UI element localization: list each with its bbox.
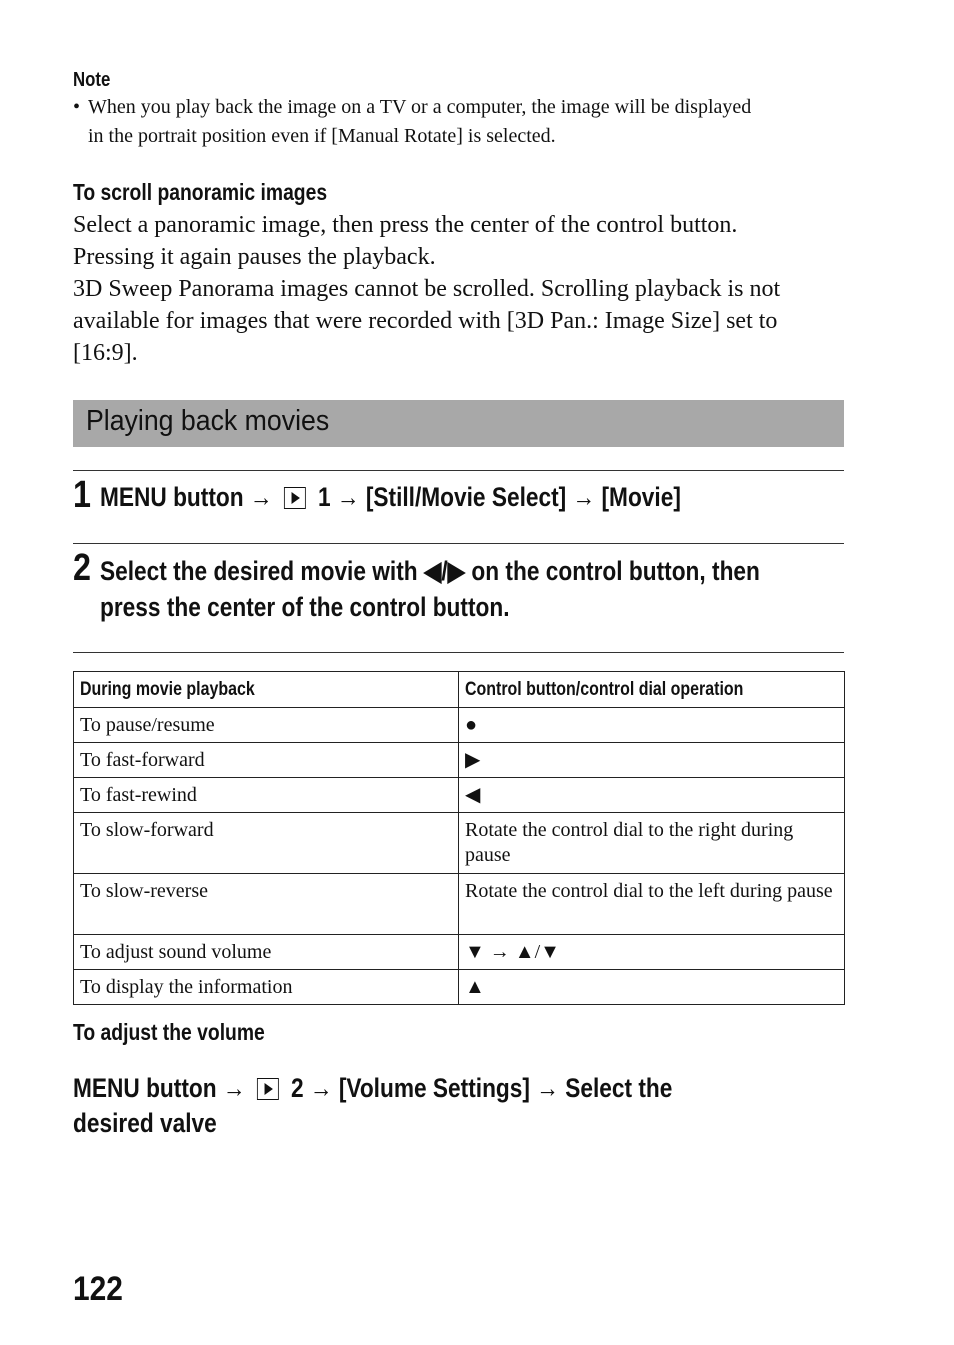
table-row bbox=[74, 813, 845, 874]
table-row bbox=[74, 874, 845, 935]
table-cell-operation: ▶ bbox=[459, 743, 845, 778]
table-cell-operation: ▼ → ▲/▼ bbox=[459, 935, 845, 970]
table-cell-action: To slow-reverse bbox=[74, 874, 459, 935]
table-row bbox=[74, 970, 845, 1005]
divider bbox=[73, 543, 844, 544]
table-cell-action: To fast-forward bbox=[74, 743, 459, 778]
scroll-line-3: 3D Sweep Panorama images cannot be scrolled. Scrolling playback is not bbox=[73, 276, 781, 302]
table-cell-action: To pause/resume bbox=[74, 708, 459, 743]
table-cell-action: To slow-forward bbox=[74, 813, 459, 874]
scroll-line-1: Select a panoramic image, then press the center of the control button. bbox=[73, 212, 738, 238]
table-header: Control button/control dial operation bbox=[459, 672, 845, 708]
divider bbox=[73, 652, 844, 653]
playback-icon bbox=[257, 1078, 279, 1100]
table-cell-operation: ▲ bbox=[459, 970, 845, 1005]
step-2-number: 2 bbox=[73, 547, 91, 589]
volume-line-2: desired valve bbox=[73, 1108, 217, 1138]
step-1-part-a: MENU button → bbox=[100, 482, 273, 512]
step-1-part-b: 1 → [Still/Movie Select] → [Movie] bbox=[317, 482, 681, 512]
note-bullet: • bbox=[73, 96, 81, 118]
table-cell-operation: ● bbox=[459, 708, 845, 743]
table-cell-operation: Rotate the control dial to the left during pause bbox=[459, 874, 845, 935]
volume-heading: To adjust the volume bbox=[73, 1019, 265, 1045]
volume-part-b: 2 → [Volume Settings] → Select the bbox=[290, 1073, 673, 1103]
note-heading: Note bbox=[73, 69, 111, 91]
scroll-line-5: [16:9]. bbox=[73, 340, 138, 366]
section-bar bbox=[73, 400, 844, 447]
table-row bbox=[74, 708, 845, 743]
note-line-1: When you play back the image on a TV or a computer, the image will be displayed bbox=[88, 96, 752, 118]
step-2-line-1: Select the desired movie with ◀/▶ on the control button, then bbox=[100, 556, 760, 586]
volume-instruction bbox=[73, 1073, 672, 1104]
table-cell-action: To adjust sound volume bbox=[74, 935, 459, 970]
table-row bbox=[74, 935, 845, 970]
note-line-2: in the portrait position even if [Manual Rotate] is selected. bbox=[88, 125, 556, 147]
section-title: Playing back movies bbox=[86, 405, 330, 437]
table-cell-operation: Rotate the control dial to the right during pause bbox=[459, 813, 845, 874]
table-cell-operation: ◀ bbox=[459, 778, 845, 813]
scroll-line-4: available for images that were recorded with [3D Pan.: Image Size] set to bbox=[73, 308, 778, 334]
table-cell-action: To display the information bbox=[74, 970, 459, 1005]
volume-part-a: MENU button → bbox=[73, 1073, 246, 1103]
table-row bbox=[74, 743, 845, 778]
playback-icon bbox=[284, 487, 306, 509]
page-number: 122 bbox=[73, 1270, 123, 1308]
playback-operations-table bbox=[73, 671, 845, 1005]
step-1-number: 1 bbox=[73, 474, 91, 516]
step-2-line-2: press the center of the control button. bbox=[100, 592, 510, 622]
table-header-row bbox=[74, 672, 845, 708]
table-cell-action: To fast-rewind bbox=[74, 778, 459, 813]
scroll-heading: To scroll panoramic images bbox=[73, 179, 328, 205]
scroll-line-2: Pressing it again pauses the playback. bbox=[73, 244, 436, 270]
step-1-instruction bbox=[100, 482, 681, 513]
table-header: During movie playback bbox=[74, 672, 459, 708]
divider bbox=[73, 470, 844, 471]
table-row bbox=[74, 778, 845, 813]
